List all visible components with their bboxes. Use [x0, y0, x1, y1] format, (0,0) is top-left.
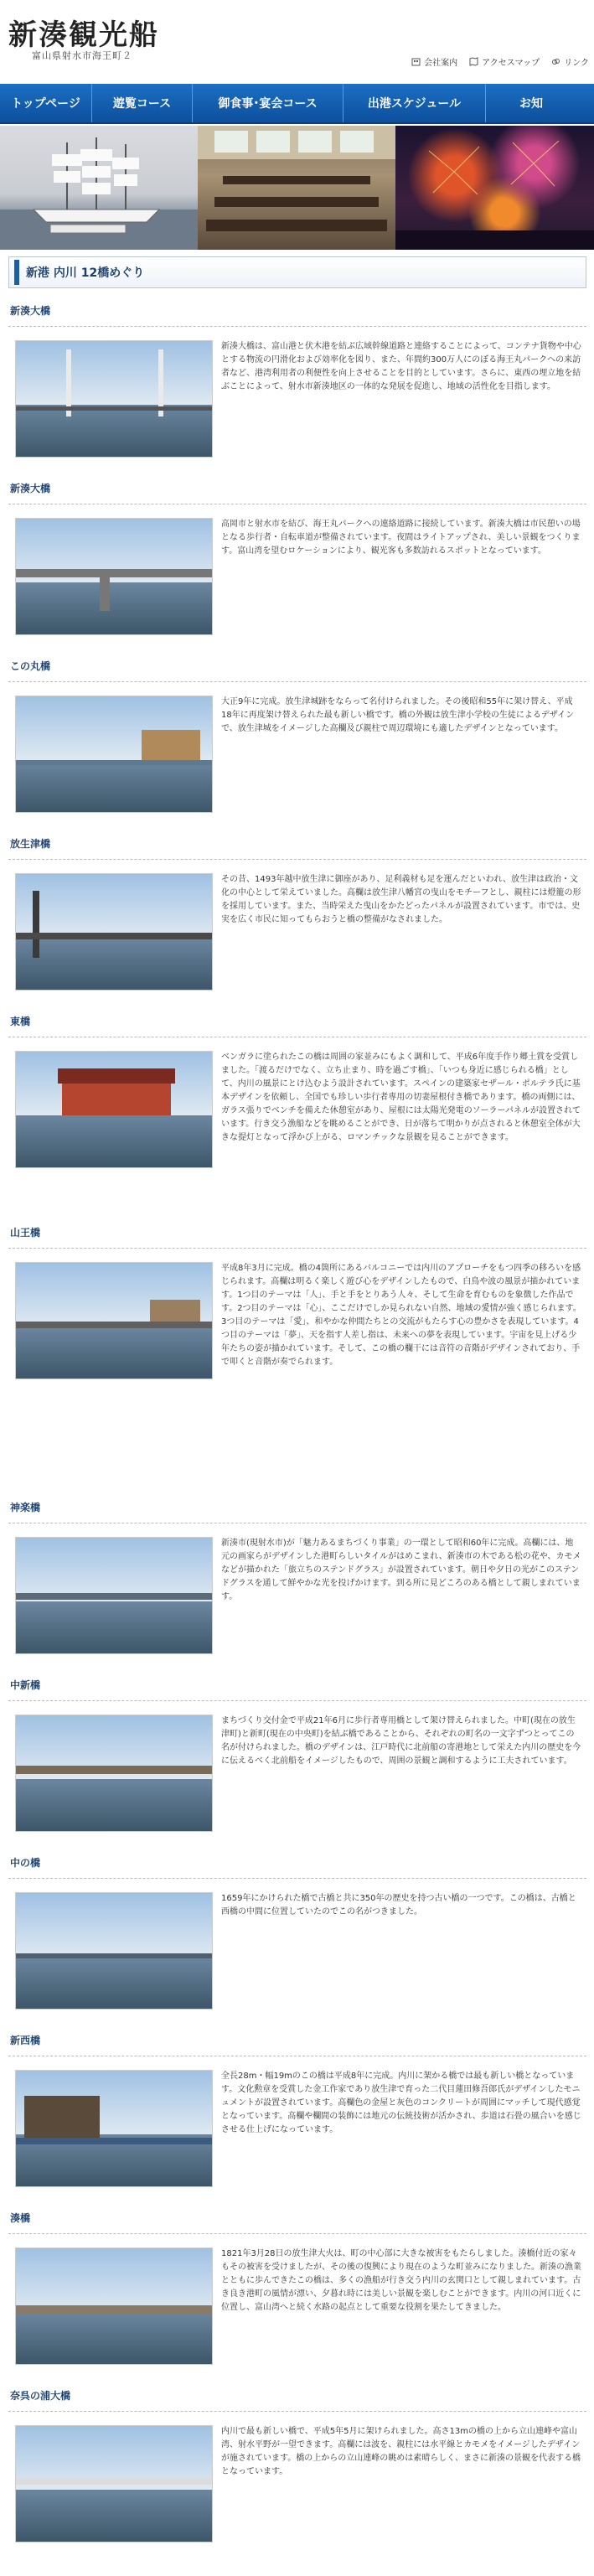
bridge-heading: [8, 1850, 586, 1879]
sky: [16, 874, 212, 938]
bridge-description: 新湊市(現射水市)が「魅力あるまちづくり事業」の一環として昭和60年に完成。高欄には、地元の画家らがデザインした港町らしいタイルがはめこまれ、新湊市の木である松の花や、カモメなどが描かれた「旅立ちのステンドグラス」が設置されています。朝日や夕日の光がこのステンドグラスを通して鮮やかな光を投げかけます。到る所に見どころのある橋として親しまれています。: [221, 1539, 581, 1601]
bridge-deck: [16, 406, 213, 411]
bridge-heading: [8, 1673, 586, 1701]
bridge-name: 放生津橋: [10, 838, 51, 850]
bridge-section: [8, 1220, 586, 1367]
bridge-photo: [15, 1537, 213, 1654]
water: [16, 1779, 212, 1831]
access-map-link[interactable]: [469, 55, 540, 68]
bridge-heading: [8, 1220, 586, 1249]
links-label: リンク: [564, 59, 589, 68]
bridge-description: その昔、1493年越中放生津に御座があり、足利義材も足を運んだといわれ、放生津は政治・文化の中心として栄えていました。高欄は放生津八幡宮の曳山をモチーフとし、親柱には燈籠の形を採用しています。また、当時栄えた曳山をかたどったパネルが設置されています。市では、史実を広く市民に知ってもらおうと橋の整備がなされました。: [221, 875, 581, 924]
sky: [16, 1893, 212, 1957]
bridge-photo: [15, 2070, 213, 2187]
bridge-heading: [8, 2206, 586, 2234]
bridge-description: 全長28m・幅19mのこの橋は平成8年に完成。内川に架かる橋では最も新しい橋となっています。文化勲章を受賞した金工作家であり放生津で育った二代目蓮田修吾郎氏がデザインしたモニュメントが設置されています。高欄色の金屋と灰色のコンクリートが周囲にマッチして現代感覚となっています。高欄や欄間の装飾には地元の伝統技術が活かされ、歩道は石畳の風合いを感じさせる仕上げになっています。: [221, 2072, 581, 2134]
title-accent-bar: [14, 260, 19, 285]
bridge-heading: [8, 1009, 586, 1037]
bridge-section: [8, 298, 586, 391]
link-icon: [551, 57, 560, 66]
bridge-deck: [16, 1766, 213, 1774]
houses: [150, 1300, 200, 1322]
bridge-name: この丸橋: [10, 660, 51, 672]
bridge-heading: [8, 298, 586, 327]
bridge-heading: [8, 2383, 586, 2412]
bridge-section: [8, 1009, 586, 1142]
bridge-deck: [16, 2478, 213, 2485]
bridge-name: 湊橋: [10, 2212, 31, 2224]
bridge-name: 奈呉の浦大橋: [10, 2390, 71, 2402]
bridge-photo: [15, 1892, 213, 2010]
site-logo-subtitle: 富山県射水市海王町２: [32, 50, 132, 61]
bridge-description: 1821年3月28日の放生津大火は、町の中心部に大きな被害をもたらしました。湊橋付近の家々もその被害を受けましたが、その後の復興により現在のような町並みになりました。新湊の漁業とともに歩んできたこの橋は、多くの漁船が行き交う内川の玄関口として親しまれています。古き良き港町の風情が漂い、夕暮れ時には美しい景観を楽しむことができます。内川の河口近くに位置し、富山湾へと続く水路の起点として重要な役割を果たしてきました。: [221, 2249, 581, 2312]
banquet-room-image: [198, 126, 395, 250]
site-logo-title[interactable]: 新湊観光船: [8, 18, 159, 52]
bridge-post: [33, 891, 39, 958]
nav-news[interactable]: お知: [519, 97, 543, 111]
water: [16, 760, 212, 812]
bridge-description: 平成8年3月に完成。橋の4箇所にあるバルコニーでは内川のアプローチをもつ四季の移ろいを感じられます。高欄は明るく楽しく遊び心をデザインしたもので、白鳥や波の風景が描かれています。1つ目のテーマは「人」、手と手をとりあう人々、そして生命を育むものを象徴した作品です。2つ目のテーマは「心」、ここだけでしか見られない自然、地域の愛情が強く感じられます。3つ目のテーマは「愛」、和やかな仲間たちとの交流がもたらす心の豊かさを表現しています。4つ目のテーマは「夢」、天を指す人差し指は、未来への夢を表現しています。宇宙を見上げる少年たちの姿が描かれています。そして、この橋の欄干には音符の音階がデザインされており、手で叩くと音階が奏でられます。: [221, 1264, 581, 1367]
bridge-name: 新湊大橋: [10, 483, 51, 494]
water: [16, 2490, 212, 2542]
fireworks-image: [395, 126, 594, 250]
bridge-description: ベンガラに塗られたこの橋は周囲の家並みにもよく調和して、平成6年度手作り郷土賞を受賞しました。「渡るだけでなく、立ち止まり、時を過ごす橋」、「いつも身近に感じられる橋」として、内川の風景にとけ込むよう設計されています。スペインの建築家セザール・ポルテラ氏に基本デザインを依頼し、全国でも珍しい歩行者専用の切妻屋根付き橋であります。橋の両側には、ガラス張りでベンチを備えた休憩室があり、屋根には太陽光発電のソーラーパネルが設置されています。行き交う漁船などを眺めることができ、日が落ちて明かりが点されると休憩室全体が大きな提灯となって浮かび上がる、ロマンチックな景観を見ることができます。: [221, 1053, 581, 1142]
building-icon: [411, 57, 421, 66]
bridge-pier: [100, 577, 110, 611]
bridge-photo: [15, 873, 213, 991]
sailing-ship-image: [0, 126, 198, 250]
water: [16, 1115, 212, 1167]
map-icon: [469, 57, 478, 66]
water: [16, 938, 212, 990]
bridge-roof: [58, 1068, 175, 1084]
bridge-deck: [16, 1593, 213, 1600]
bridge-heading: [8, 1495, 586, 1523]
bridge-section: [8, 831, 586, 924]
bridge-deck: [16, 1953, 213, 1958]
bridge-deck: [16, 569, 213, 577]
utility-links: [411, 55, 589, 68]
page-title: 新港 内川 12橋めぐり: [26, 266, 145, 280]
bridge-name: 神楽橋: [10, 1502, 41, 1513]
sailing-ship-photo: [0, 126, 198, 250]
banquet-room-photo: [198, 126, 395, 250]
page-title-box: [8, 256, 586, 288]
water: [16, 405, 212, 457]
water: [16, 1957, 212, 2009]
sky: [16, 2248, 212, 2312]
bridge-description: 1659年にかけられた橋で古橋と共に350年の歴史を持つ古い橋の一つです。この橋は、古橋と西橋の中間に位置していたのでこの名がつきました。: [221, 1894, 576, 1916]
bridge-section: [8, 1495, 586, 1601]
bridge-photo: [15, 1051, 213, 1168]
boats: [16, 2138, 213, 2144]
hero-banner: [0, 126, 594, 250]
bridge-deck: [16, 933, 213, 939]
water: [16, 582, 212, 634]
nav-top-page[interactable]: トップページ: [0, 84, 92, 122]
bridge-description: 内川で最も新しい橋で、平成5年5月に架けられました。高さ13mの橋の上から立山連峰や富山湾、射水平野が一望できます。高欄には波を、親柱には水平線とカモメをイメージしたデザインが施されています。橋の上からの立山連峰の眺めは素晴らしく、まさに新湊の景観を代表する橋となっています。: [221, 2427, 581, 2476]
bridge-section: [8, 1850, 586, 1916]
houses: [142, 730, 200, 763]
bridge-heading: [8, 654, 586, 682]
bridge-name: 中新橋: [10, 1679, 41, 1691]
bridge-section: [8, 2383, 586, 2476]
bridge-name: 東橋: [10, 1016, 31, 1027]
bridge-deck: [16, 760, 213, 765]
bridge-name: 中の橋: [10, 1857, 41, 1869]
bridge-section: [8, 476, 586, 556]
bridge-section: [8, 2028, 586, 2134]
covered-bridge: [62, 1084, 171, 1115]
water: [16, 1327, 212, 1379]
sky: [16, 1538, 212, 1601]
nav-cruise-course[interactable]: 遊覧コース: [92, 84, 193, 122]
water: [16, 1601, 212, 1653]
bridge-photo: [15, 518, 213, 635]
nav-dining-course[interactable]: 御食事･宴会コース: [193, 84, 343, 122]
main-content: [8, 256, 586, 2476]
bridge-photo: [15, 1715, 213, 1832]
bridge-name: 新湊大橋: [10, 305, 51, 317]
bridge-section: [8, 1673, 586, 1766]
bridge-photo: [15, 696, 213, 813]
sky: [16, 341, 212, 405]
fireworks-photo: [395, 126, 594, 250]
houses: [24, 2096, 100, 2138]
bridge-photo: [15, 1262, 213, 1379]
bridge-name: 山王橋: [10, 1227, 41, 1239]
water: [16, 2312, 212, 2364]
bridge-deck: [16, 2305, 213, 2314]
company-info-link[interactable]: [411, 55, 457, 68]
bridge-section: [8, 654, 586, 733]
nav-departure-schedule[interactable]: 出港スケジュール: [343, 84, 486, 122]
bridge-description: まちづくり交付金で平成21年6月に歩行者専用橋として架け替えられました。中町(現在の放生津町)と新町(現在の中央町)を結ぶ橋であることから、それぞれの町名の一文字ずつとってこの名が付けられました。橋のデザインは、江戸時代に北前船の寄港地として栄えた内川の歴史を今に伝えるべく北前船をイメージしたもので、周囲の景観と調和するように工夫されています。: [221, 1716, 581, 1766]
bridge-heading: [8, 831, 586, 860]
bridge-heading: [8, 476, 586, 504]
company-info-label: 会社案内: [424, 59, 458, 68]
site-header: [0, 0, 594, 84]
bridge-photo: [15, 340, 213, 458]
access-map-label: アクセスマップ: [482, 59, 540, 68]
bridge-description: 高岡市と射水市を結び、海王丸パークへの連絡道路に接続しています。新湊大橋は市民憩いの場となる歩行者・自転車道が整備されています。夜間はライトアップされ、美しい景観をつくります。富山湾を望むロケーションにより、観光客も多数訪れるスポットとなっています。: [221, 520, 581, 556]
bridge-description: 大正9年に完成。放生津城跡をならって名付けられました。その後昭和55年に架け替え、平成18年に再度架け替えられた最も新しい橋です。橋の外観は放生津小学校の生徒によるデザインで、放生津城をイメージした高欄及び親柱で周辺環境にも適したデザインとなっています。: [221, 697, 575, 733]
main-nav: [0, 84, 594, 124]
links-link[interactable]: [551, 55, 589, 68]
bridge-deck: [16, 1322, 213, 1328]
bridge-photo: [15, 2425, 213, 2542]
bridge-name: 新西橋: [10, 2035, 41, 2046]
bridge-heading: [8, 2028, 586, 2056]
bridge-photo: [15, 2248, 213, 2365]
bridge-section: [8, 2206, 586, 2312]
bridge-description: 新湊大橋は、富山港と伏木港を結ぶ広域幹線道路と連絡することによって、コンテナ貨物や中心とする物流の円滑化および効率化を図り、また、年間約300万人にのぼる海王丸パークへの来訪者など、港湾利用者の利便性を向上させることを目的としています。さらに、東西の埋立地を結ぶことによって、射水市新湊地区の一体的な発展を促進し、地域の活性化を目指します。: [221, 342, 581, 391]
